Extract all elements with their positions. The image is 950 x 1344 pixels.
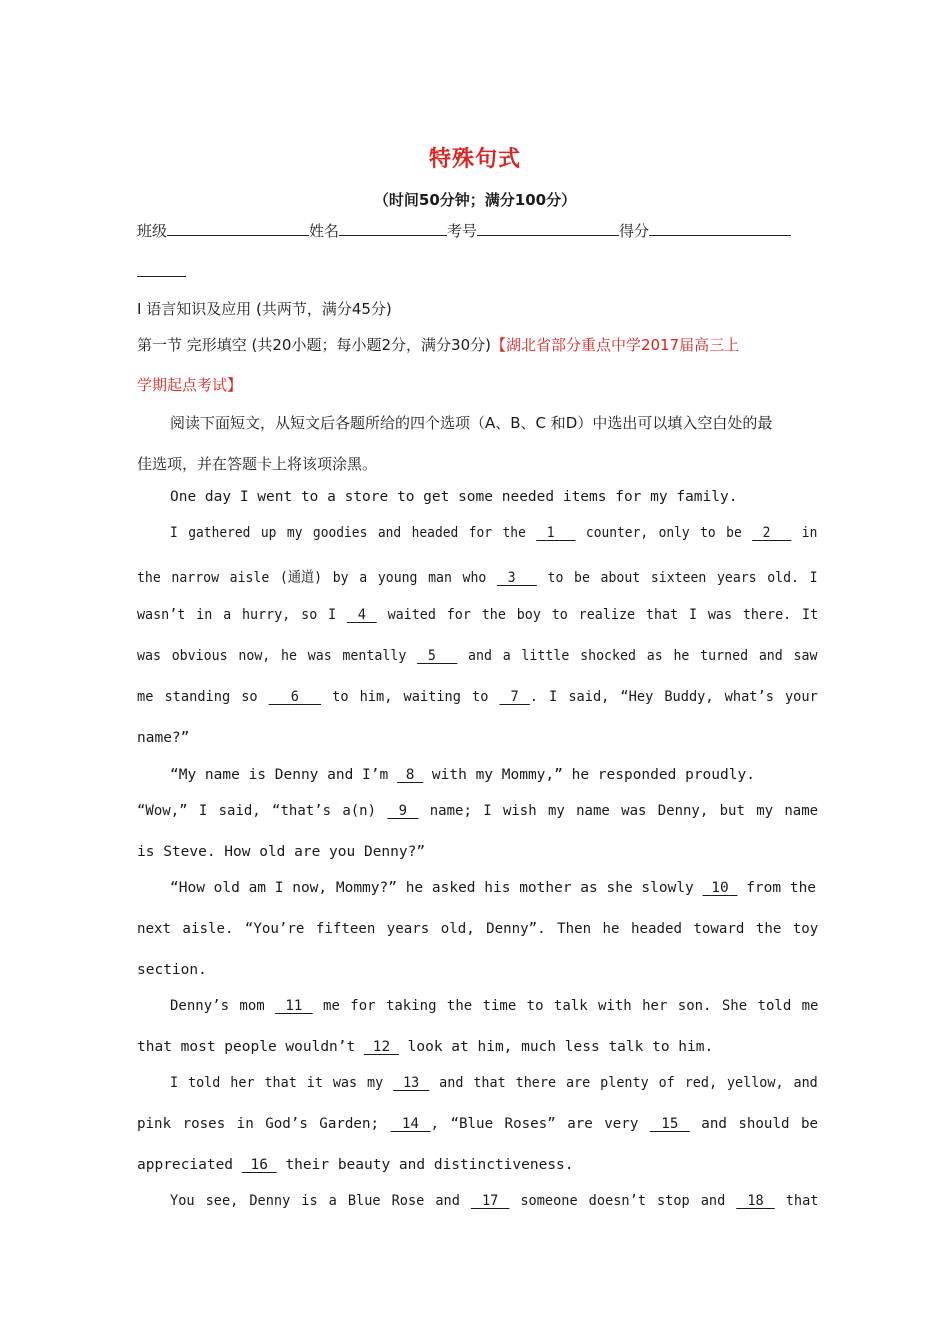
passage-line: me standing so 6 to him, waiting to 7 . I said, “Hey Buddy, what’s your: [137, 689, 818, 705]
passage-line: section.: [137, 962, 207, 978]
passage-line: that most people wouldn’t 12 look at him, much less talk to him.: [137, 1039, 714, 1055]
name-field[interactable]: [339, 219, 447, 236]
passage-line: I gathered up my goodies and headed for the 1 counter, only to be 2 in: [170, 525, 818, 541]
score-field[interactable]: [649, 219, 791, 236]
passage-line: name?”: [137, 730, 190, 746]
section-title: 第一节 完形填空 (共20小题；每小题2分，满分30分): [137, 336, 491, 354]
passage-line: You see, Denny is a Blue Rose and 17 someone doesn’t stop and 18 that: [170, 1193, 819, 1209]
passage-line: “My name is Denny and I’m 8 with my Mommy,” he responded proudly.: [170, 767, 755, 783]
exam-number-label: 考号: [447, 222, 478, 240]
exam-number-field[interactable]: [477, 219, 619, 236]
exam-time-score: （时间50分钟；满分100分）: [373, 191, 577, 209]
blank-8[interactable]: 8: [405, 767, 415, 783]
passage-line: “How old am I now, Mommy?” he asked his mother as she slowly 10 from the: [170, 880, 817, 896]
instruction-line-1: 阅读下面短文，从短文后各题所给的四个选项（A、B、C 和D）中选出可以填入空白处的最: [170, 414, 773, 432]
blank-2[interactable]: 2: [762, 525, 771, 541]
blank-6[interactable]: 6: [290, 689, 299, 705]
name-label: 姓名: [309, 222, 340, 240]
passage-line: One day I went to a store to get some needed items for my family.: [170, 489, 738, 505]
passage-line: is Steve. How old are you Denny?”: [137, 844, 426, 860]
blank-12[interactable]: 12: [372, 1039, 391, 1055]
passage-line: next aisle. “You’re fifteen years old, Denny”. Then he headed toward the toy: [137, 921, 819, 937]
blank-11[interactable]: 11: [285, 998, 303, 1014]
blank-1[interactable]: 1: [546, 525, 555, 541]
blank-10[interactable]: 10: [711, 880, 729, 896]
blank-4[interactable]: 4: [357, 607, 366, 623]
passage-line: wasn’t in a hurry, so I 4 waited for the boy to realize that I was there. It: [137, 607, 819, 623]
student-info-form: [137, 219, 791, 241]
blank-15[interactable]: 15: [661, 1116, 679, 1132]
blank-18[interactable]: 18: [747, 1193, 764, 1209]
class-field[interactable]: [167, 219, 309, 236]
blank-9[interactable]: 9: [398, 803, 408, 819]
section-heading: [137, 334, 739, 355]
passage-line: was obvious now, he was mentally 5 and a little shocked as he turned and saw: [137, 648, 818, 664]
passage-line: pink roses in God’s Garden; 14 , “Blue Roses” are very 15 and should be: [137, 1116, 819, 1132]
exam-source-cont: 学期起点考试】: [137, 376, 243, 394]
blank-17[interactable]: 17: [481, 1193, 499, 1209]
blank-7[interactable]: 7: [510, 689, 519, 705]
blank-13[interactable]: 13: [403, 1075, 420, 1091]
blank-14[interactable]: 14: [401, 1116, 420, 1132]
exam-source: 【湖北省部分重点中学2017届高三上: [490, 336, 740, 354]
blank-5[interactable]: 5: [427, 648, 436, 664]
part-heading: I 语言知识及应用 (共两节，满分45分): [137, 300, 392, 318]
blank-3[interactable]: 3: [507, 570, 516, 586]
class-label: 班级: [137, 222, 168, 240]
instruction-line-2: 佳选项，并在答题卡上将该项涂黑。: [137, 455, 378, 473]
score-field-overflow: [137, 260, 186, 277]
passage-line: Denny’s mom 11 me for taking the time to talk with her son. She told me: [170, 998, 819, 1014]
form-continuation: [137, 260, 186, 281]
passage-line: appreciated 16 their beauty and distinctiveness.: [137, 1157, 574, 1173]
passage-line: the narrow aisle (通道) by a young man who 3 to be about sixteen years old. I: [137, 570, 818, 586]
blank-16[interactable]: 16: [250, 1157, 268, 1173]
score-label: 得分: [619, 222, 650, 240]
document-title: 特殊句式: [428, 147, 521, 172]
passage-line: I told her that it was my 13 and that there are plenty of red, yellow, and: [170, 1075, 818, 1091]
passage-line: “Wow,” I said, “that’s a(n) 9 name; I wish my name was Denny, but my name: [137, 803, 819, 819]
